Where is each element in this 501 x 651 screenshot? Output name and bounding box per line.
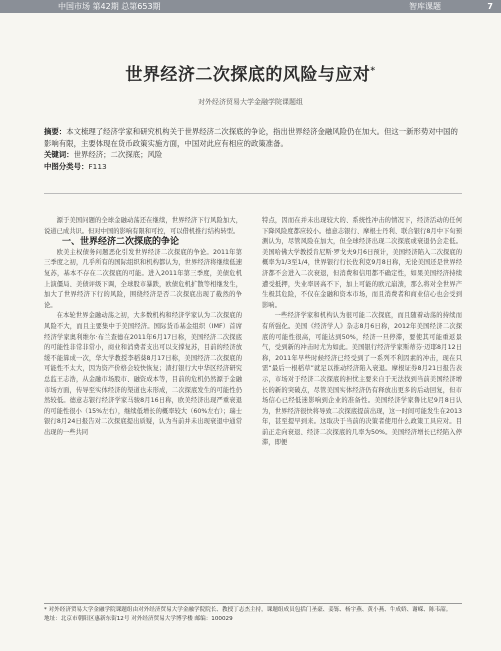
title-footnote-mark: *: [370, 66, 376, 77]
footnote-address: 地址：北京市朝阳区惠新东街12号 对外经济贸易大学博学楼 邮编：100029: [44, 615, 233, 622]
section-heading: 一、世界经济二次探底的争论: [62, 237, 180, 248]
page-number: 7: [487, 2, 493, 11]
abstract-label: 摘要：: [44, 127, 67, 136]
clc-number: [44, 161, 462, 173]
body-paragraph: 在本轮世界金融动荡之初，大多数机构和经济学家认为二次探底的风险不大，而且主要集中于美国经济。国际货币基金组织（IMF）首席经济学家奥利维尔·布兰查德在2011年6月17日称，美国经济二次探底的可能性非常非常小，商业和消费者支出可以支撑复苏，目前的经济放缓不能算成一次，华大学教授李稻葵8月17日称，美国经济二次探底的可能性不太大，因为资产价格会较快恢复；渣打银行大中华区经济研究总监王志浩，从金融市场股市、融资成本等，目前的危机仍然源于金融市场方面，传导至实体经济的渠道也未形成，二次探底发生的可能性仍然较低。德意志银行经济学家马骏8月16日称，欧美经济出现严重衰退的可能性很小（15%左右），继续低增长的概率较大（60%左右）；瑞士银行8月24日报告对二次探底提出质疑，认为当前并未出现衰退中通常出现的一些共同: [44, 312, 243, 436]
abstract-block: [44, 126, 462, 172]
body-paragraph: 一些经济学家和机构认为很可能二次探底，而且随着动荡的持续而有所强化。美国《经济学人》杂志8月6日称，2012年美国经济二次探底的可能性很高，可能达到50%，经济一旦停滞，要使其可能重返景气，受到新的冲击时尤为如此。美国银行经济学家斯蒂芬·迈耶8月12日称，2011年早些时候经济已经受到了一系列不利因素的冲击，现在只需“最后一根稻草”就足以推动经济陷入衰退。摩根证券8月21日报告表示，市场对于经济二次探底的担忧主要来自于无法找到当前美国经济增长的新的突破点，尽管美国实体经济仍有释放出更多的后动回复，但市场信心已经低迷影响到企业的准备性。美国经济学家鲁比尼9月8日认为，世界经济很快将导致二次探底提前出现，这一时间可能发生在2013年，甚至提早到来。这取决于当前的决策者使用什么政策工具应对。目前正走向衰退、经济二次探底的几率为50%。美国经济增长已经陷入停滞，即便: [262, 312, 462, 447]
body-paragraph: 欧美主权债务问题恶化引发世界经济二次探底的争论。2011年第三季度之初，几乎所有的国际组织和机构都认为，世界经济将继续低速复苏，基本不存在二次探底的可能。进入2011年第三季度，美债危机上演僵局、美债评级下调，全球股市暴跌，欧债危机扩散等相继发生，加大了世界经济下行的风险，围绕经济是否二次探底出现了截然的争论。: [44, 248, 242, 309]
clc-text: F113: [88, 161, 107, 171]
footnote-line: * 对外经济贸易大学金融学院课题组由对外经济贸易大学金融学院院长、教授丁志杰主持，课题组成员包括门圣豪、姜铄、杨宇燕、黄小燕、牛成娇、谢嵘、陈韦韶。: [44, 607, 452, 613]
section-label: 智库课题: [409, 2, 441, 11]
footnote: [44, 603, 462, 623]
abstract-text: 本文梳理了经济学家和研究机构关于世界经济二次探底的争论，指出世界经济金融风险仍在加大。但这一新形势对中国的影响有限，主要体现在货币政策实施方面，中国对此应有相应的政策准备。: [44, 127, 458, 148]
abstract: [44, 126, 462, 149]
clc-label: 中图分类号：: [44, 161, 89, 171]
journal-info: 中国市场 第42期 总第653期: [58, 2, 161, 11]
article-title: [0, 60, 501, 85]
body-paragraph: 特点，因而在并未出现较大的、系统性冲击的情况下，经济活动的任何下降风险度都应较小。德意志银行、摩根士丹利、联合银行8月中下旬预测认为，尽管风险在加大，但全球经济出现二次探底或衰退仍会走低。美国哈佛大学教授肯尼斯·罗戈夫9月6日预计，美国经济陷入二次探底的概率为1/3至1/4，世界银行行长佐利克9月8日称，无论美国还是世界经济都不会进入二次衰退，但消费和信用都不确定性，如果美国经济持续遭受抵押，失业率居高不下，加上可能的欧元崩溃，那么将对全世界产生极其危险，不仅在金融和资本市场，而且消费者和商业信心也会受到影响。: [262, 217, 462, 309]
keywords-text: 世界经济；二次探底；风险: [73, 150, 163, 159]
left-column: [44, 216, 242, 438]
right-column: [262, 216, 462, 449]
intro-paragraph: 源于美国问题的全球金融动荡还在继续，世界经济下行风险加大，说道已成共识。但对中国的影响有限和可控，可以借机推行结构转型。: [44, 217, 242, 235]
author-line: 对外经济贸易大学金融学院课题组: [198, 98, 303, 106]
keywords: [44, 149, 462, 161]
abstract-divider: [44, 193, 462, 194]
title-text: 世界经济二次探底的风险与应对: [125, 65, 371, 85]
page-header: [0, 0, 501, 13]
keywords-label: 关键词：: [44, 150, 74, 159]
